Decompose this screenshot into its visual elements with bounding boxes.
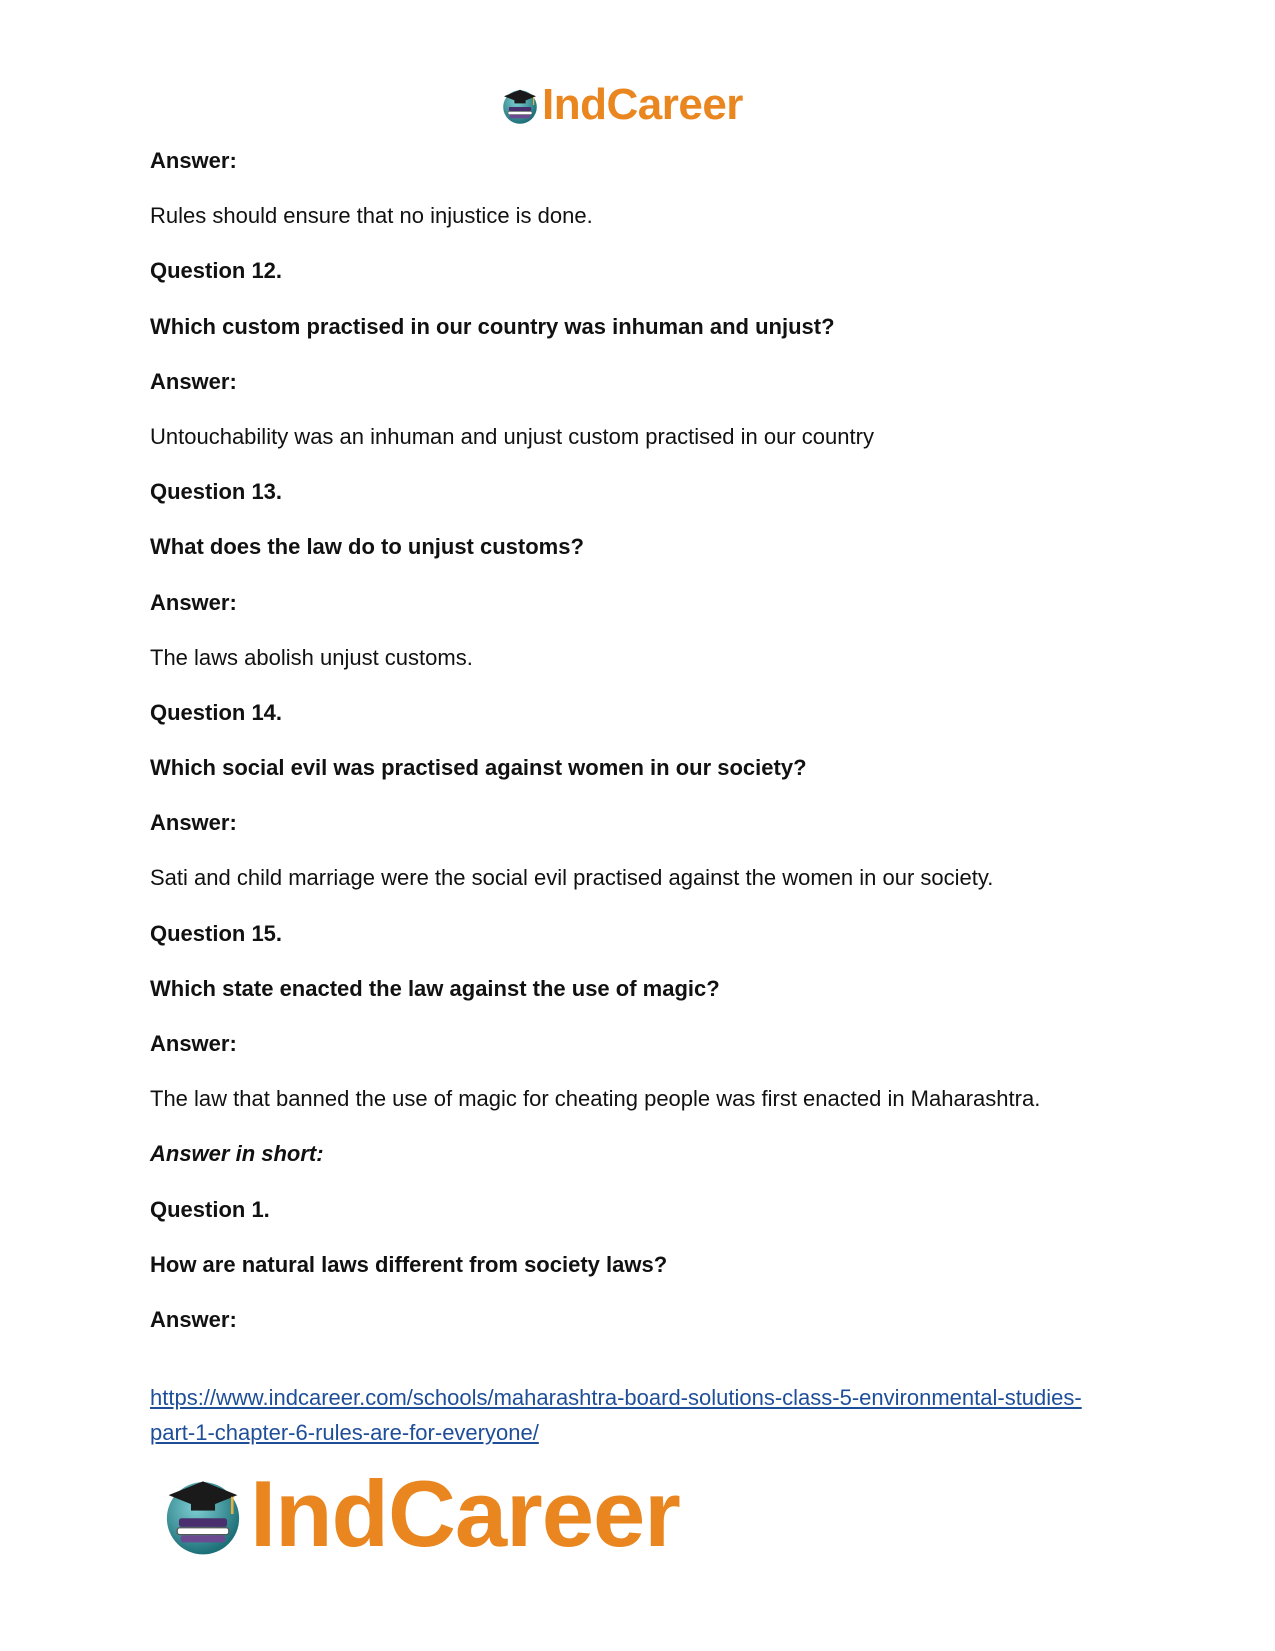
answer-label: Answer:	[150, 148, 237, 173]
answer-label: Answer:	[150, 1306, 237, 1332]
answer-text: The laws abolish unjust customs.	[150, 644, 473, 670]
answer-label: Answer:	[150, 810, 237, 836]
answer-label: Answer:	[150, 589, 237, 615]
question-number: Question 15.	[150, 920, 283, 946]
footer-logo	[160, 1461, 680, 1566]
graduation-cap-globe-icon	[160, 1471, 246, 1557]
graduation-cap-globe-icon	[500, 85, 540, 125]
answer-text: Untouchability was an inhuman and unjust custom practised in our country	[150, 423, 874, 449]
question-text: Which social evil was practised against women in our society?	[150, 755, 807, 781]
section-heading: Answer in short:	[150, 1141, 324, 1167]
question-number: Question 13.	[150, 479, 283, 505]
header-logo	[500, 80, 743, 130]
question-number: Question 14.	[150, 699, 283, 725]
answer-text: The law that banned the use of magic for cheating people was first enacted in Maharashtra.	[150, 1086, 1041, 1112]
header-logo-text: IndCareer	[542, 80, 743, 129]
question-text: How are natural laws different from society laws?	[150, 1251, 668, 1277]
answer-label: Answer:	[150, 1031, 237, 1056]
answer-text: Rules should ensure that no injustice is done.	[150, 203, 593, 229]
question-text: Which custom practised in our country was inhuman and unjust?	[150, 313, 835, 339]
question-text: What does the law do to unjust customs?	[150, 534, 584, 560]
question-text: Which state enacted the law against the use of magic?	[150, 975, 720, 1001]
footer-logo-text: IndCareer	[250, 1461, 680, 1566]
question-number: Question 1.	[150, 1196, 270, 1222]
source-link-line-1[interactable]: https://www.indcareer.com/schools/maharashtra-board-solutions-class-5-environmental-studies-	[150, 1385, 1082, 1410]
document-body	[150, 146, 1150, 1360]
source-link-line-2[interactable]: part-1-chapter-6-rules-are-for-everyone/	[150, 1420, 539, 1445]
source-link-block	[150, 1380, 1150, 1450]
answer-text: Sati and child marriage were the social evil practised against the women in our society.	[150, 865, 994, 891]
answer-label: Answer:	[150, 368, 237, 394]
question-number: Question 12.	[150, 258, 283, 284]
